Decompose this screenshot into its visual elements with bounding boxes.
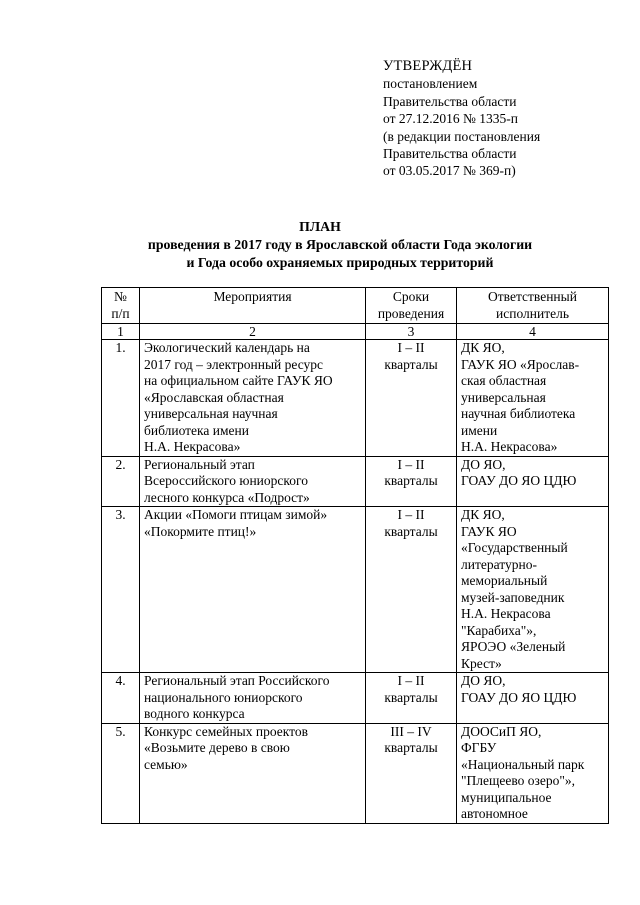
responsible-cell: [457, 673, 609, 724]
header-num-line: п/п: [111, 305, 130, 321]
term-cell-line: III – IV: [390, 723, 432, 739]
plan-subtitle-line-1: проведения в 2017 году в Ярославской области Года экологии: [147, 237, 533, 252]
event-cell-line: семью»: [144, 756, 188, 772]
event-cell-line: Н.А. Некрасова»: [144, 439, 241, 454]
responsible-cell-line: ГОАУ ДО ЯО ЦДЮ: [461, 473, 577, 488]
header-resp-line: Ответственный: [488, 289, 577, 304]
responsible-cell-line: универсальная: [461, 389, 546, 405]
term-cell-line: кварталы: [384, 473, 438, 488]
header-num-line: №: [114, 289, 127, 304]
responsible-cell-line: «Национальный парк: [461, 756, 585, 772]
responsible-cell-line: Н.А. Некрасова»: [461, 439, 558, 454]
responsible-cell-line: ДО ЯО,: [461, 456, 506, 472]
row-number: 1.: [102, 340, 140, 457]
responsible-cell-line: музей-заповедник: [461, 589, 565, 605]
responsible-cell-line: ЯРОЭО «Зеленый: [461, 639, 566, 654]
row-number: 4.: [102, 673, 140, 724]
term-cell-line: I – II: [397, 673, 425, 688]
column-number: 4: [457, 324, 609, 340]
term-cell: [366, 723, 457, 823]
term-cell: [366, 340, 457, 457]
row-number: 3.: [102, 507, 140, 673]
event-cell-line: библиотека имени: [144, 422, 249, 438]
column-number: 1: [102, 324, 140, 340]
approval-line: (в редакции постановления: [383, 128, 541, 144]
responsible-cell-line: "Плещеево озеро"»,: [461, 773, 575, 788]
responsible-cell: [457, 723, 609, 823]
event-cell-line: Конкурс семейных проектов: [144, 723, 308, 739]
event-cell-line: универсальная научная: [144, 406, 278, 421]
approval-title: УТВЕРЖДЁН: [383, 58, 473, 74]
column-numbers-row: [102, 324, 609, 340]
row-number: 2.: [102, 456, 140, 507]
table-row: [102, 340, 609, 457]
responsible-cell-line: автономное: [461, 806, 528, 821]
table-row: [102, 456, 609, 507]
responsible-cell-line: научная библиотека: [461, 406, 576, 421]
term-cell: [366, 456, 457, 507]
responsible-cell-line: Крест»: [461, 655, 502, 671]
term-cell-line: кварталы: [384, 689, 438, 705]
event-cell-line: 2017 год – электронный ресурс: [144, 356, 324, 372]
responsible-cell-line: мемориальный: [461, 573, 548, 588]
event-cell: [140, 507, 366, 673]
approval-line: от 27.12.2016 № 1335-п: [383, 111, 518, 127]
responsible-cell-line: Н.А. Некрасова: [461, 606, 551, 621]
plan-title: ПЛАН: [299, 219, 341, 234]
term-cell-line: кварталы: [384, 740, 438, 755]
event-cell-line: водного конкурса: [144, 706, 245, 721]
event-cell-line: Всероссийского юниорского: [144, 473, 308, 488]
event-cell: [140, 723, 366, 823]
term-cell-line: кварталы: [384, 356, 438, 372]
responsible-cell-line: ская областная: [461, 373, 547, 388]
responsible-cell-line: ДО ЯО,: [461, 673, 506, 688]
header-num: [102, 288, 140, 324]
header-event: [140, 288, 366, 324]
header-event-label: Мероприятия: [213, 289, 292, 304]
column-number: 3: [366, 324, 457, 340]
responsible-cell: [457, 340, 609, 457]
term-cell-line: I – II: [397, 340, 425, 355]
table-row: [102, 673, 609, 724]
term-cell-line: I – II: [397, 507, 425, 522]
event-cell-line: национального юниорского: [144, 689, 303, 705]
event-cell-line: «Покормите птиц!»: [144, 523, 257, 539]
table-row: [102, 723, 609, 823]
approval-block: [383, 58, 540, 180]
term-cell-line: I – II: [397, 456, 425, 472]
responsible-cell-line: имени: [461, 422, 498, 438]
responsible-cell-line: ДК ЯО,: [461, 507, 505, 522]
responsible-cell-line: муниципальное: [461, 789, 552, 805]
approval-line: Правительства области: [383, 146, 517, 162]
responsible-cell-line: ДООСиП ЯО,: [461, 723, 542, 739]
responsible-cell-line: ГАУК ЯО «Ярослав-: [461, 356, 580, 372]
approval-line: от 03.05.2017 № 369-п): [383, 163, 516, 179]
header-term-line: Сроки: [392, 289, 430, 304]
row-number: 5.: [102, 723, 140, 823]
responsible-cell-line: ДК ЯО,: [461, 340, 505, 355]
responsible-cell-line: ГАУК ЯО: [461, 523, 517, 539]
header-responsible: [457, 288, 609, 324]
event-cell-line: Региональный этап: [144, 456, 255, 472]
responsible-cell: [457, 507, 609, 673]
event-cell-line: «Ярославская областная: [144, 389, 284, 405]
responsible-cell-line: «Государственный: [461, 540, 568, 555]
plan-table: [101, 287, 609, 824]
term-cell: [366, 507, 457, 673]
table-header-row: [102, 288, 609, 324]
approval-line: постановлением: [383, 76, 478, 92]
event-cell: [140, 456, 366, 507]
event-cell-line: Региональный этап Российского: [144, 673, 330, 688]
responsible-cell-line: литературно-: [461, 556, 537, 572]
event-cell-line: «Возьмите дерево в свою: [144, 740, 290, 755]
header-resp-line: исполнитель: [496, 305, 569, 321]
approval-line: Правительства области: [383, 93, 517, 109]
term-cell: [366, 673, 457, 724]
event-cell-line: на официальном сайте ГАУК ЯО: [144, 373, 333, 388]
plan-heading-block: [0, 218, 640, 272]
plan-subtitle-line-2: и Года особо охраняемых природных территорий: [186, 255, 494, 270]
responsible-cell-line: ФГБУ: [461, 740, 497, 755]
responsible-cell: [457, 456, 609, 507]
column-number: 2: [140, 324, 366, 340]
header-term: [366, 288, 457, 324]
event-cell-line: лесного конкурса «Подрост»: [144, 489, 310, 505]
term-cell-line: кварталы: [384, 523, 438, 539]
event-cell-line: Экологический календарь на: [144, 340, 310, 355]
event-cell-line: Акции «Помоги птицам зимой»: [144, 507, 328, 522]
responsible-cell-line: "Карабиха"»,: [461, 622, 537, 638]
header-term-line: проведения: [377, 305, 445, 321]
event-cell: [140, 340, 366, 457]
event-cell: [140, 673, 366, 724]
table-row: [102, 507, 609, 673]
responsible-cell-line: ГОАУ ДО ЯО ЦДЮ: [461, 689, 577, 705]
